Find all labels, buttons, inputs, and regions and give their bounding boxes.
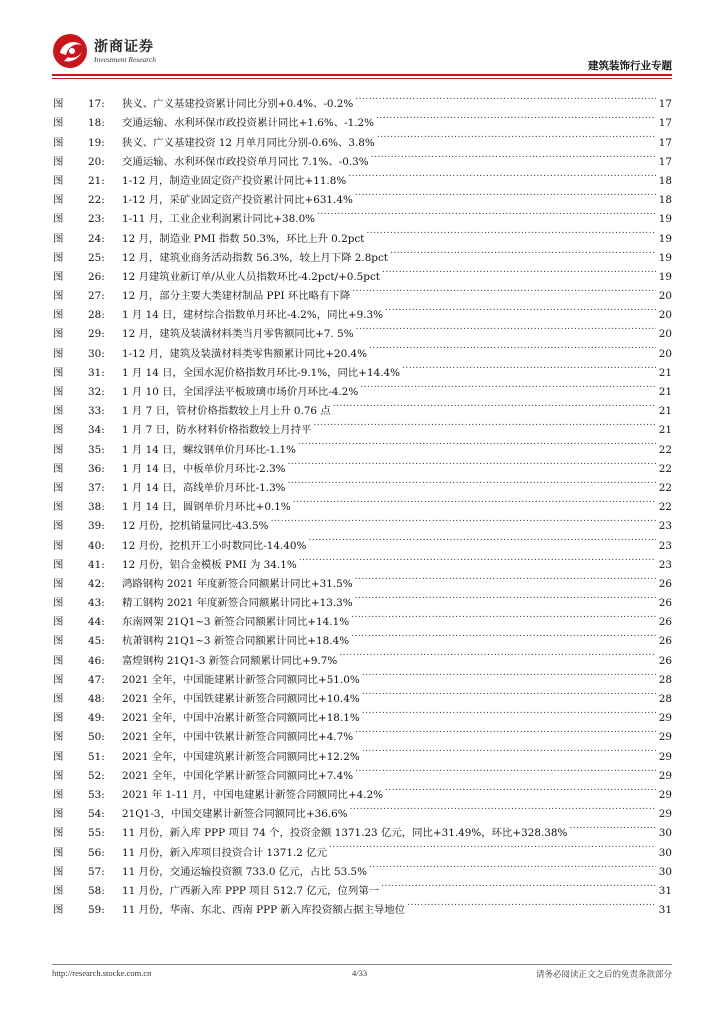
- dot-leader: [377, 126, 656, 145]
- figure-title: 1 月 7 日，管材价格指数较上月上升 0.76 点: [122, 405, 331, 418]
- figure-label: 图: [53, 539, 64, 552]
- page-reference: 29: [658, 808, 672, 821]
- dot-leader: [366, 222, 656, 241]
- figure-label: 图: [53, 290, 64, 303]
- dot-leader: [313, 414, 656, 433]
- figure-title: 1 月 14 日，圆钢单价月环比+0.1%: [122, 501, 291, 514]
- page-reference: 20: [658, 290, 672, 303]
- figure-title: 12 月份，挖机销量同比-43.5%: [122, 520, 269, 533]
- figure-number: 59:: [88, 904, 105, 917]
- figure-label: 图: [53, 194, 64, 207]
- figure-label: 图: [53, 155, 64, 168]
- page-reference: 18: [658, 174, 672, 187]
- figure-title: 2021 全年，中国化学累计新签合同额同比+7.4%: [122, 769, 354, 782]
- company-logo: [52, 33, 182, 69]
- dot-leader: [355, 568, 656, 587]
- dot-leader: [351, 606, 656, 625]
- figure-title: 狭义、广义基建投资 12 月单月同比分别-0.6%、3.8%: [122, 136, 375, 149]
- figure-label: 图: [53, 386, 64, 398]
- figure-label: 图: [53, 251, 64, 264]
- figure-label: 图: [53, 501, 64, 514]
- page-reference: 19: [658, 251, 672, 264]
- dot-leader: [329, 836, 656, 855]
- figure-title: 12 月建筑业新订单/从业人员指数环比-4.2pct/+0.5pct: [122, 270, 380, 283]
- figure-number: 52:: [88, 769, 105, 782]
- page-reference: 17: [658, 98, 672, 111]
- figure-title: 2021 全年，中国中铁累计新签合同额同比+4.7%: [122, 731, 354, 744]
- figure-number: 25:: [88, 251, 105, 264]
- figure-number: 49:: [88, 712, 105, 725]
- figure-title: 1-12 月，建筑及装潢材料类零售额累计同比+20.4%: [122, 347, 367, 360]
- figure-number: 35:: [88, 443, 105, 456]
- figure-title: 11 月份，新入库 PPP 项目 74 个，投资金额 1371.23 亿元，同比+31.49%，环比+328.38%: [122, 827, 568, 840]
- page-reference: 22: [658, 481, 672, 494]
- page-reference: 26: [658, 654, 672, 667]
- figure-number: 50:: [88, 731, 105, 744]
- figure-number: 41:: [88, 558, 105, 571]
- page-reference: 26: [658, 616, 672, 629]
- page-reference: 21: [658, 386, 672, 398]
- figure-title: 12 月，部分主要大类建材制品 PPI 环比略有下降: [122, 290, 351, 303]
- figure-label: 图: [53, 750, 64, 763]
- figure-title: 2021 全年，中国中冶累计新签合同额同比+18.1%: [122, 712, 360, 725]
- figure-label: 图: [53, 270, 64, 283]
- figure-label: 图: [53, 904, 64, 917]
- figure-number: 30:: [88, 347, 105, 360]
- header-divider-thin: [52, 78, 672, 79]
- figure-number: 56:: [88, 846, 105, 859]
- page-reference: 23: [658, 520, 672, 533]
- figure-title: 东南网架 21Q1~3 新签合同额累计同比+14.1%: [122, 616, 350, 629]
- dot-leader: [390, 242, 656, 261]
- page-reference: 17: [658, 136, 672, 149]
- dot-leader: [288, 472, 656, 491]
- figure-title: 12 月，建筑及装潢材料类当月零售额同比+7. 5%: [122, 328, 354, 341]
- figure-title: 交通运输、水利环保市政投资累计同比+1.6%、-1.2%: [122, 117, 375, 130]
- figure-number: 53:: [88, 788, 105, 801]
- page-reference: 19: [658, 213, 672, 226]
- figure-title: 1 月 14 日，建材综合指数单月环比-4.2%，同比+9.3%: [122, 309, 384, 322]
- dot-leader: [356, 318, 656, 337]
- figure-number: 21:: [88, 174, 105, 187]
- figure-label: 图: [53, 673, 64, 686]
- figure-label: 图: [53, 347, 64, 360]
- figure-label: 图: [53, 136, 64, 149]
- figure-title: 1 月 7 日，防水材料价格指数较上月持平: [122, 424, 312, 437]
- dot-leader: [385, 779, 656, 798]
- dot-leader: [360, 376, 656, 395]
- figure-number: 44:: [88, 616, 105, 629]
- figure-title: 1 月 14 日，高线单价月环比-1.3%: [122, 481, 286, 494]
- figure-number: 48:: [88, 693, 105, 705]
- figure-label: 图: [53, 366, 64, 379]
- figure-number: 40:: [88, 539, 105, 552]
- figure-label: 图: [53, 769, 64, 782]
- figure-number: 23:: [88, 213, 105, 226]
- figure-title: 2021 全年，中国建筑累计新签合同额同比+12.2%: [122, 750, 360, 763]
- page-reference: 20: [658, 347, 672, 360]
- page-reference: 20: [658, 309, 672, 322]
- page-reference: 21: [658, 424, 672, 437]
- figure-number: 32:: [88, 386, 105, 398]
- figure-title: 1 月 10 日，全国浮法平板玻璃市场价月环比-4.2%: [122, 386, 359, 398]
- dot-leader: [288, 453, 656, 472]
- figure-number: 58:: [88, 884, 105, 897]
- figure-label: 图: [53, 616, 64, 629]
- figure-title: 11 月份，广西新入库 PPP 项目 512.7 亿元，位列第一: [122, 884, 380, 897]
- figure-number: 37:: [88, 481, 105, 494]
- figure-number: 57:: [88, 865, 105, 878]
- figure-title: 富煌钢构 21Q1-3 新签合同额累计同比+9.7%: [122, 654, 338, 667]
- page-reference: 17: [658, 117, 672, 130]
- page-reference: 26: [658, 635, 672, 648]
- figure-title: 11 月份，新入库项目投资合计 1371.2 亿元: [122, 846, 327, 859]
- page-reference: 29: [658, 712, 672, 725]
- footer-divider: [52, 964, 672, 965]
- page-reference: 31: [658, 884, 672, 897]
- page-reference: 22: [658, 462, 672, 475]
- figure-number: 31:: [88, 366, 105, 379]
- dot-leader: [350, 798, 656, 817]
- figure-title: 狭义、广义基建投资累计同比分别+0.4%、-0.2%: [122, 98, 354, 111]
- page-header: [0, 0, 724, 80]
- dot-leader: [402, 357, 656, 376]
- figure-title: 2021 全年，中国能建累计新签合同额同比+51.0%: [122, 673, 360, 686]
- figure-number: 22:: [88, 194, 105, 207]
- figure-number: 26:: [88, 270, 105, 283]
- dot-leader: [299, 549, 656, 568]
- figure-number: 51:: [88, 750, 105, 763]
- figure-label: 图: [53, 654, 64, 667]
- dot-leader: [362, 683, 656, 702]
- figure-number: 29:: [88, 328, 105, 341]
- report-title: 建筑装饰行业专题: [588, 60, 672, 72]
- page-reference: 21: [658, 366, 672, 379]
- page-reference: 30: [658, 865, 672, 878]
- figure-number: 28:: [88, 309, 105, 322]
- figure-number: 27:: [88, 290, 105, 303]
- page-reference: 21: [658, 405, 672, 418]
- figure-list: [53, 88, 672, 917]
- figure-label: 图: [53, 558, 64, 571]
- dot-leader: [293, 491, 656, 510]
- figure-title: 12 月份，挖机开工小时数同比-14.40%: [122, 539, 307, 552]
- figure-title: 12 月份，铝合金模板 PMI 为 34.1%: [122, 558, 297, 571]
- figure-title: 精工钢构 2021 年度新签合同额累计同比+13.3%: [122, 597, 353, 610]
- figure-title: 1 月 14 日，全国水泥价格指数月环比-9.1%，同比+14.4%: [122, 366, 401, 379]
- dot-leader: [308, 529, 656, 548]
- figure-number: 45:: [88, 635, 105, 648]
- figure-title: 2021 年 1-11 月，中国电建累计新签合同额同比+4.2%: [122, 788, 384, 801]
- figure-label: 图: [53, 520, 64, 533]
- dot-leader: [355, 760, 656, 779]
- figure-title: 12 月，建筑业商务活动指数 56.3%，较上月下降 2.8pct: [122, 251, 388, 264]
- page-reference: 20: [658, 328, 672, 341]
- page-reference: 26: [658, 597, 672, 610]
- footer-url[interactable]: http://research.stocke.com.cn: [52, 968, 152, 978]
- page-reference: 19: [658, 232, 672, 245]
- dot-leader: [369, 337, 656, 356]
- figure-number: 20:: [88, 155, 105, 168]
- figure-number: 46:: [88, 654, 105, 667]
- dot-leader: [376, 107, 656, 126]
- figure-label: 图: [53, 232, 64, 245]
- figure-label: 图: [53, 424, 64, 437]
- page-reference: 30: [658, 827, 672, 840]
- figure-label: 图: [53, 635, 64, 648]
- figure-label: 图: [53, 213, 64, 226]
- figure-title: 1-12 月，制造业固定资产投资累计同比+11.8%: [122, 174, 347, 187]
- header-divider: [52, 74, 672, 76]
- dot-leader: [362, 664, 656, 683]
- figure-title: 12 月，制造业 PMI 指数 50.3%，环比上升 0.2pct: [122, 232, 365, 245]
- figure-number: 34:: [88, 424, 105, 437]
- figure-label: 图: [53, 577, 64, 590]
- figure-label: 图: [53, 846, 64, 859]
- figure-number: 38:: [88, 501, 105, 514]
- page-reference: 29: [658, 788, 672, 801]
- page-reference: 31: [658, 904, 672, 917]
- dot-leader: [355, 587, 656, 606]
- page-reference: 19: [658, 270, 672, 283]
- page-reference: 29: [658, 769, 672, 782]
- figure-label: 图: [53, 98, 64, 111]
- figure-number: 39:: [88, 520, 105, 533]
- figure-number: 55:: [88, 827, 105, 840]
- figure-title: 杭萧钢构 21Q1~3 新签合同额累计同比+18.4%: [122, 635, 350, 648]
- page-reference: 28: [658, 673, 672, 686]
- page-reference: 29: [658, 750, 672, 763]
- dot-leader: [271, 510, 656, 529]
- dot-leader: [369, 856, 656, 875]
- figure-title: 11 月份，交通运输投资额 733.0 亿元，占比 53.5%: [122, 865, 368, 878]
- figure-number: 42:: [88, 577, 105, 590]
- dot-leader: [382, 261, 656, 280]
- dot-leader: [317, 203, 656, 222]
- figure-number: 18:: [88, 117, 105, 130]
- figure-label: 图: [53, 443, 64, 456]
- logo-text-cn: 浙商证券: [94, 39, 154, 55]
- page-reference: 23: [658, 539, 672, 552]
- figure-number: 43:: [88, 597, 105, 610]
- figure-title: 11 月份，华南、东北、西南 PPP 新入库投资额占据主导地位: [122, 904, 406, 917]
- figure-label: 图: [53, 712, 64, 725]
- dot-leader: [407, 894, 656, 913]
- figure-number: 47:: [88, 673, 105, 686]
- figure-label: 图: [53, 405, 64, 418]
- figure-title: 2021 全年，中国铁建累计新签合同额同比+10.4%: [122, 693, 360, 705]
- dot-leader: [348, 165, 656, 184]
- dot-leader: [385, 299, 656, 318]
- dot-leader: [351, 625, 656, 644]
- page-reference: 23: [658, 558, 672, 571]
- figure-label: 图: [53, 693, 64, 705]
- page-reference: 22: [658, 501, 672, 514]
- logo-text-en: Investment Research: [94, 55, 156, 64]
- figure-title: 1 月 14 日，螺纹钢单价月环比-1.1%: [122, 443, 296, 456]
- figure-title: 1-12 月，采矿业固定资产投资累计同比+631.4%: [122, 194, 353, 207]
- disclaimer-note: 请务必阅读正文之后的免责条款部分: [535, 970, 672, 980]
- figure-title: 鸿路钢构 2021 年度新签合同额累计同比+31.5%: [122, 577, 353, 590]
- page-reference: 26: [658, 577, 672, 590]
- dot-leader: [371, 146, 656, 165]
- dot-leader: [362, 740, 656, 759]
- dot-leader: [339, 644, 656, 663]
- figure-number: 54:: [88, 808, 105, 821]
- figure-title: 1 月 14 日，中板单价月环比-2.3%: [122, 462, 286, 475]
- figure-number: 19:: [88, 136, 105, 149]
- page-reference: 30: [658, 846, 672, 859]
- page-reference: 18: [658, 194, 672, 207]
- page-reference: 17: [658, 155, 672, 168]
- figure-number: 33:: [88, 405, 105, 418]
- dot-leader: [381, 875, 656, 894]
- figure-label: 图: [53, 884, 64, 897]
- dot-leader: [298, 433, 656, 452]
- figure-number: 17:: [88, 98, 105, 111]
- figure-label: 图: [53, 808, 64, 821]
- figure-title: 21Q1-3，中国交建累计新签合同额同比+36.6%: [122, 808, 348, 821]
- dot-leader: [355, 88, 656, 107]
- figure-label: 图: [53, 117, 64, 130]
- figure-label: 图: [53, 174, 64, 187]
- dot-leader: [362, 702, 656, 721]
- figure-label: 图: [53, 788, 64, 801]
- dot-leader: [355, 721, 656, 740]
- page-reference: 29: [658, 731, 672, 744]
- page-reference: 22: [658, 443, 672, 456]
- logo-icon: [52, 33, 90, 69]
- dot-leader: [333, 395, 656, 414]
- figure-number: 24:: [88, 232, 105, 245]
- figure-number: 36:: [88, 462, 105, 475]
- figure-label: 图: [53, 827, 64, 840]
- dot-leader: [355, 184, 656, 203]
- figure-label: 图: [53, 865, 64, 878]
- toc-entry[interactable]: [53, 88, 672, 111]
- figure-label: 图: [53, 731, 64, 744]
- figure-label: 图: [53, 309, 64, 322]
- dot-leader: [569, 817, 656, 836]
- figure-label: 图: [53, 481, 64, 494]
- page-reference: 28: [658, 693, 672, 705]
- figure-label: 图: [53, 328, 64, 341]
- figure-label: 图: [53, 597, 64, 610]
- page-number: 4/33: [352, 968, 368, 978]
- figure-title: 交通运输、水利环保市政投资单月同比 7.1%、-0.3%: [122, 155, 369, 168]
- figure-label: 图: [53, 462, 64, 475]
- dot-leader: [352, 280, 656, 299]
- figure-title: 1-11 月，工业企业利润累计同比+38.0%: [122, 213, 316, 226]
